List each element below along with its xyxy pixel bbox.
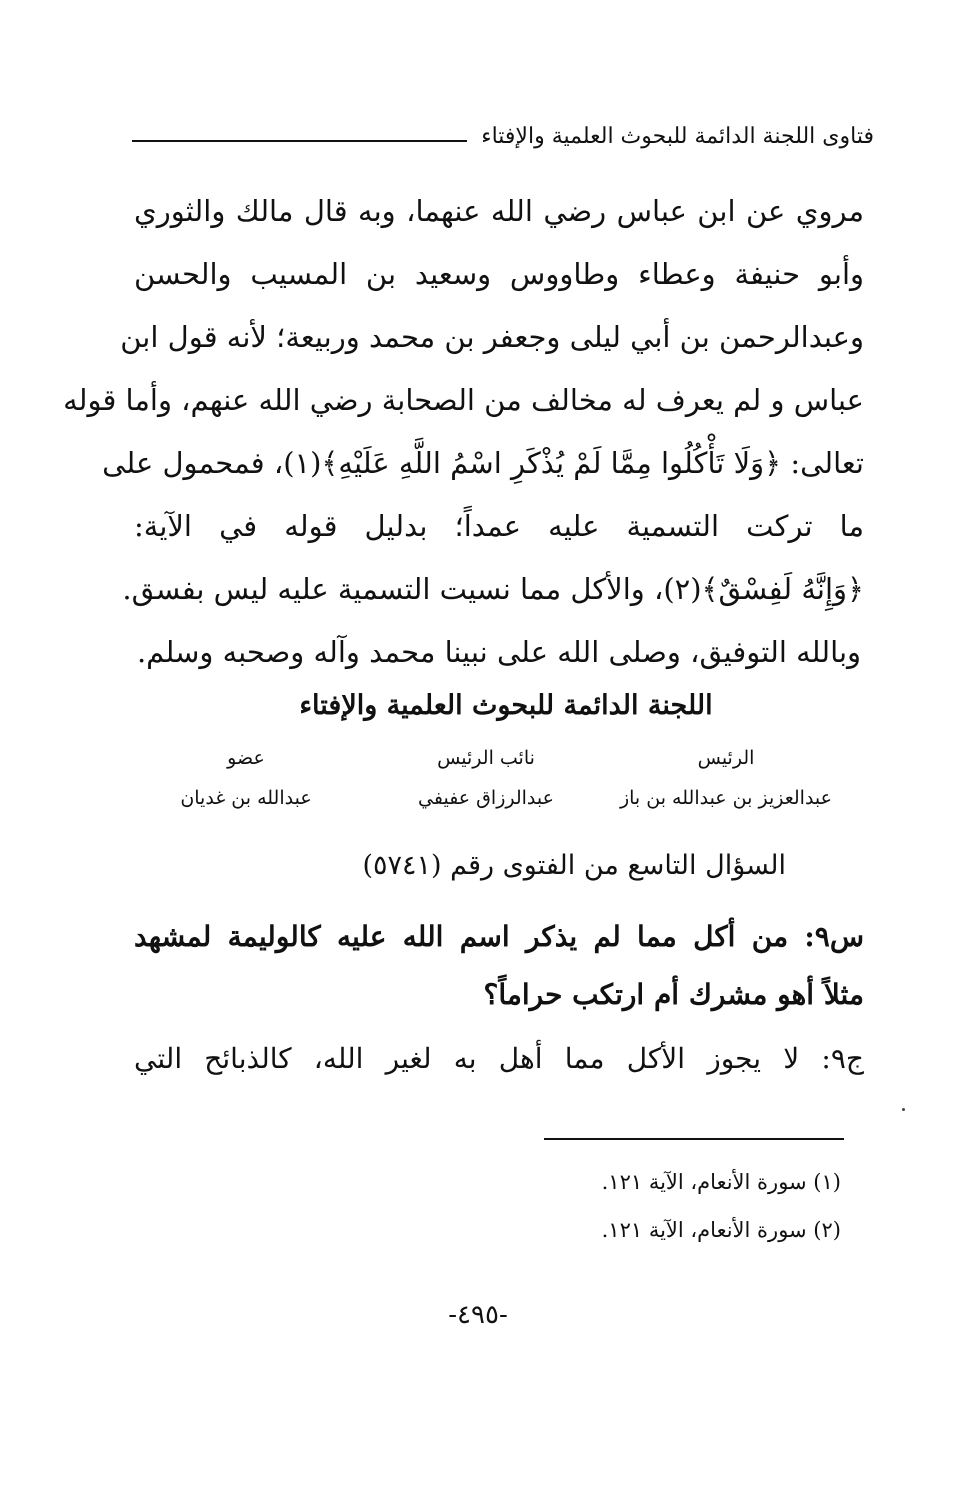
question-line: مثلاً أهو مشرك أم ارتكب حراماً؟ [483, 978, 864, 1011]
header-rule [132, 140, 467, 142]
question-line: س٩: من أكل مما لم يذكر اسم الله عليه كالوليمة لمشهد [134, 920, 864, 953]
signer-president [616, 738, 836, 818]
question-answer-block [134, 908, 864, 1088]
signatories [136, 738, 836, 818]
footnote: (١) سورة الأنعام، الآية ١٢١. [601, 1170, 841, 1194]
body-line-quran-verse: تعالى: ﴿وَلَا تَأْكُلُوا مِمَّا لَمْ يُذْكَرِ اسْمُ اللَّهِ عَلَيْهِ﴾(١)، فمحمول على [102, 446, 864, 480]
body-line: ما تركت التسمية عليه عمداً؛ بدليل قوله في الآية: [134, 509, 864, 543]
answer-line: ج٩: لا يجوز الأكل مما أهل به لغير الله، كالذبائح التي [134, 1042, 864, 1075]
signer-name: عبدالله بن غديان [180, 787, 312, 809]
fatwa-body [63, 180, 864, 684]
question-title: السؤال التاسع من الفتوى رقم (٥٧٤١) [362, 850, 786, 881]
speck [902, 1108, 905, 1111]
page-number: -٤٩٥- [448, 1300, 508, 1330]
committee-name: اللجنة الدائمة للبحوث العلمية والإفتاء [299, 690, 713, 721]
signer-role: الرئيس [697, 747, 755, 769]
signer-role: نائب الرئيس [437, 747, 535, 769]
body-line: وأبو حنيفة وعطاء وطاووس وسعيد بن المسيب والحسن [134, 257, 864, 291]
body-line: عباس و لم يعرف له مخالف من الصحابة رضي الله عنهم، وأما قوله [63, 383, 864, 417]
footnotes [441, 1158, 841, 1254]
running-header [132, 118, 874, 154]
body-line-quran-verse: ﴿وَإِنَّهُ لَفِسْقٌ﴾(٢)، والأكل مما نسيت التسمية عليه ليس بفسق. [122, 572, 864, 606]
footnote-rule [544, 1138, 844, 1140]
signer-role: عضو [227, 747, 265, 769]
closing-line: وبالله التوفيق، وصلى الله على نبينا محمد وآله وصحبه وسلم. [136, 635, 862, 669]
signer-name: عبدالرزاق عفيفي [418, 787, 554, 809]
footnote: (٢) سورة الأنعام، الآية ١٢١. [601, 1218, 841, 1242]
header-title: فتاوى اللجنة الدائمة للبحوث العلمية والإفتاء [481, 123, 874, 149]
signer-member [136, 738, 356, 818]
signer-name: عبدالعزيز بن عبدالله بن باز [619, 787, 833, 809]
body-line: مروي عن ابن عباس رضي الله عنهما، وبه قال مالك والثوري [134, 194, 864, 228]
body-line: وعبدالرحمن بن أبي ليلى وجعفر بن محمد وربيعة؛ لأنه قول ابن [120, 320, 864, 354]
signer-vice-president [376, 738, 596, 818]
